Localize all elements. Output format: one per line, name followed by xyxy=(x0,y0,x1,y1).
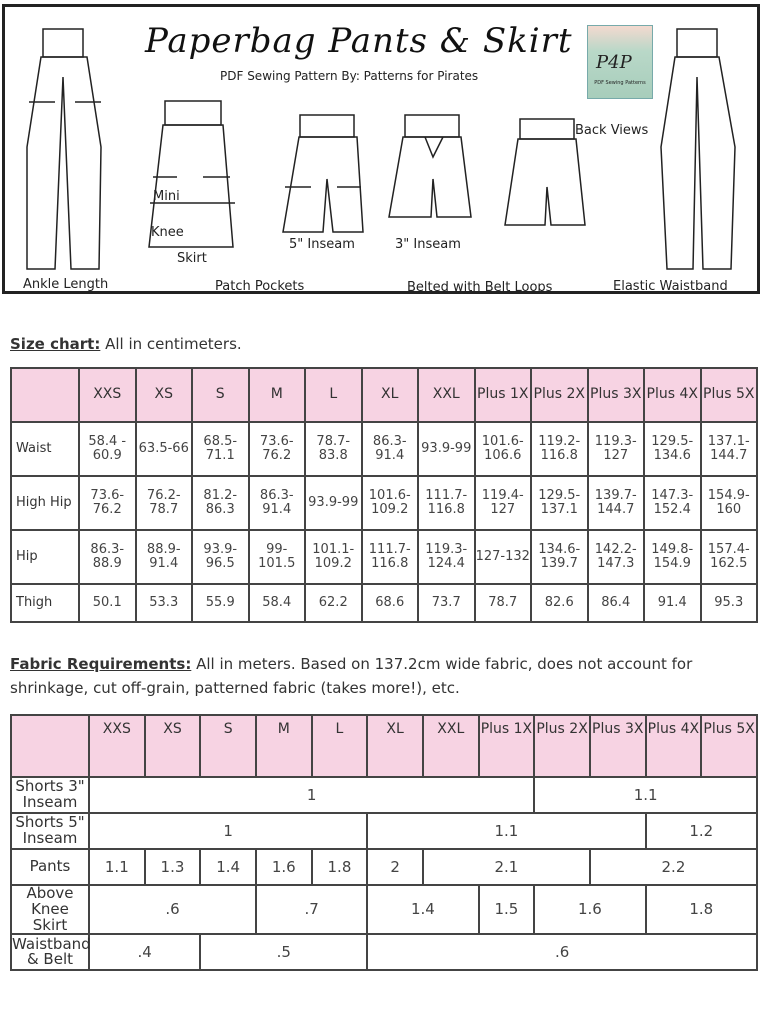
fabric-note: All in meters. Based on 137.2cm wide fabric, does not account for shrinkage, cut off-grain, patterned fabric (takes more!), etc. xyxy=(10,655,693,697)
size-header-cell: XS xyxy=(136,368,193,422)
fabric-cell: .7 xyxy=(256,885,367,934)
fabric-row-label: Pants xyxy=(11,849,89,885)
fabric-cell: 2 xyxy=(367,849,423,885)
fabric-row xyxy=(11,885,757,934)
size-cell: 154.9-160 xyxy=(701,476,758,530)
fabric-cell: .4 xyxy=(89,934,200,970)
size-cell: 53.3 xyxy=(136,584,193,622)
fabric-cell: 1.4 xyxy=(200,849,256,885)
back-view-shorts-drawing xyxy=(505,119,585,225)
size-cell: 129.5-134.6 xyxy=(644,422,701,476)
size-chart-note: All in centimeters. xyxy=(105,335,242,353)
fabric-header-cell: S xyxy=(200,715,256,777)
size-header-cell: XXL xyxy=(418,368,475,422)
shorts-3-inch-drawing xyxy=(389,115,471,217)
size-cell: 73.6-76.2 xyxy=(79,476,136,530)
size-cell: 86.3-88.9 xyxy=(79,530,136,584)
size-row-label: Thigh xyxy=(11,584,79,622)
size-chart-table xyxy=(10,367,758,623)
fabric-row-label: Shorts 5" Inseam xyxy=(11,813,89,849)
label-elastic-waistband: Elastic Waistband xyxy=(613,279,728,294)
fabric-cell: 1.1 xyxy=(367,813,645,849)
pattern-title: Paperbag Pants & Skirt xyxy=(145,21,573,61)
size-cell: 81.2-86.3 xyxy=(192,476,249,530)
size-cell: 91.4 xyxy=(644,584,701,622)
fabric-header-cell: Plus 2X xyxy=(534,715,590,777)
size-cell: 99-101.5 xyxy=(249,530,306,584)
size-cell: 78.7 xyxy=(475,584,532,622)
fabric-header-corner xyxy=(11,715,89,777)
size-cell: 93.9-96.5 xyxy=(192,530,249,584)
size-header-cell: Plus 1X xyxy=(475,368,532,422)
fabric-cell: 1.8 xyxy=(646,885,757,934)
label-patch-pockets: Patch Pockets xyxy=(215,279,305,294)
size-cell: 93.9-99 xyxy=(305,476,362,530)
size-cell: 88.9-91.4 xyxy=(136,530,193,584)
size-cell: 50.1 xyxy=(79,584,136,622)
size-cell: 147.3-152.4 xyxy=(644,476,701,530)
fabric-header-cell: XS xyxy=(145,715,201,777)
size-cell: 78.7-83.8 xyxy=(305,422,362,476)
size-cell: 82.6 xyxy=(531,584,588,622)
size-header-cell: Plus 2X xyxy=(531,368,588,422)
size-cell: 119.4-127 xyxy=(475,476,532,530)
size-cell: 101.6-109.2 xyxy=(362,476,419,530)
logo-subtext: PDF Sewing Patterns xyxy=(594,80,646,86)
shorts-5-inch-drawing xyxy=(283,115,363,232)
fabric-cell: 1 xyxy=(89,777,534,813)
size-cell: 95.3 xyxy=(701,584,758,622)
fabric-row-label: Shorts 3" Inseam xyxy=(11,777,89,813)
fabric-cell: 2.2 xyxy=(590,849,757,885)
size-cell: 149.8-154.9 xyxy=(644,530,701,584)
size-header-cell: S xyxy=(192,368,249,422)
fabric-cell: 1 xyxy=(89,813,367,849)
size-cell: 62.2 xyxy=(305,584,362,622)
size-header-cell: Plus 3X xyxy=(588,368,645,422)
size-header-cell: M xyxy=(249,368,306,422)
label-3-inch-inseam: 3" Inseam xyxy=(395,237,461,252)
label-5-inch-inseam: 5" Inseam xyxy=(289,237,355,252)
fabric-header-cell: M xyxy=(256,715,312,777)
size-cell: 58.4 xyxy=(249,584,306,622)
size-cell: 63.5-66 xyxy=(136,422,193,476)
label-mini: Mini xyxy=(153,189,180,204)
size-cell: 111.7-116.8 xyxy=(362,530,419,584)
fabric-cell: 1.1 xyxy=(89,849,145,885)
size-cell: 139.7-144.7 xyxy=(588,476,645,530)
fabric-cell: .6 xyxy=(367,934,757,970)
pattern-subtitle: PDF Sewing Pattern By: Patterns for Pirates xyxy=(220,69,479,83)
fabric-header-cell: XXS xyxy=(89,715,145,777)
size-cell: 157.4-162.5 xyxy=(701,530,758,584)
fabric-cell: 1.1 xyxy=(534,777,757,813)
size-cell: 129.5-137.1 xyxy=(531,476,588,530)
label-skirt: Skirt xyxy=(177,251,207,266)
size-cell: 86.4 xyxy=(588,584,645,622)
size-header-cell: Plus 4X xyxy=(644,368,701,422)
size-cell: 119.2-116.8 xyxy=(531,422,588,476)
size-chart-heading xyxy=(10,335,242,353)
fabric-cell: 1.2 xyxy=(646,813,757,849)
label-knee: Knee xyxy=(151,225,184,240)
fabric-header-row xyxy=(11,715,757,777)
size-row-label: Hip xyxy=(11,530,79,584)
fabric-header-cell: Plus 4X xyxy=(646,715,702,777)
size-row-label: High Hip xyxy=(11,476,79,530)
fabric-cell: 1.3 xyxy=(145,849,201,885)
size-cell: 142.2-147.3 xyxy=(588,530,645,584)
size-cell: 101.1-109.2 xyxy=(305,530,362,584)
size-header-cell: L xyxy=(305,368,362,422)
fabric-row xyxy=(11,849,757,885)
ankle-pants-drawing xyxy=(27,29,101,269)
fabric-header-cell: Plus 5X xyxy=(701,715,757,777)
fabric-header-cell: Plus 3X xyxy=(590,715,646,777)
fabric-row-label: Above Knee Skirt xyxy=(11,885,89,934)
size-header-cell: XL xyxy=(362,368,419,422)
size-cell: 58.4 - 60.9 xyxy=(79,422,136,476)
size-cell: 73.7 xyxy=(418,584,475,622)
size-cell: 111.7-116.8 xyxy=(418,476,475,530)
fabric-row xyxy=(11,777,757,813)
fabric-row xyxy=(11,934,757,970)
size-cell: 137.1-144.7 xyxy=(701,422,758,476)
size-header-cell: XXS xyxy=(79,368,136,422)
size-row xyxy=(11,530,757,584)
size-cell: 127-132 xyxy=(475,530,532,584)
label-back-views: Back Views xyxy=(575,123,649,138)
size-cell: 119.3-124.4 xyxy=(418,530,475,584)
size-cell: 101.6-106.6 xyxy=(475,422,532,476)
size-cell: 134.6-139.7 xyxy=(531,530,588,584)
fabric-cell: 2.1 xyxy=(423,849,590,885)
size-cell: 86.3-91.4 xyxy=(249,476,306,530)
size-cell: 73.6-76.2 xyxy=(249,422,306,476)
size-cell: 93.9-99 xyxy=(418,422,475,476)
fabric-header-cell: XXL xyxy=(423,715,479,777)
size-cell: 55.9 xyxy=(192,584,249,622)
fabric-header-cell: L xyxy=(312,715,368,777)
logo-mark: P4P xyxy=(596,52,632,73)
fabric-requirements-table xyxy=(10,714,758,971)
fabric-row-label: Waistband & Belt xyxy=(12,934,91,969)
fabric-cell: .5 xyxy=(200,934,367,970)
label-belted: Belted with Belt Loops xyxy=(407,280,553,295)
label-ankle-length: Ankle Length xyxy=(23,277,109,292)
size-cell: 86.3-91.4 xyxy=(362,422,419,476)
fabric-header-cell: Plus 1X xyxy=(479,715,535,777)
size-row xyxy=(11,422,757,476)
fabric-header-cell: XL xyxy=(367,715,423,777)
size-row xyxy=(11,584,757,622)
size-cell: 76.2-78.7 xyxy=(136,476,193,530)
size-chart-title: Size chart: xyxy=(10,335,101,353)
fabric-cell: 1.8 xyxy=(312,849,368,885)
fabric-cell: 1.4 xyxy=(367,885,478,934)
fabric-cell: .6 xyxy=(89,885,256,934)
pattern-banner xyxy=(2,4,760,294)
size-header-corner xyxy=(11,368,79,422)
size-cell: 68.6 xyxy=(362,584,419,622)
size-row xyxy=(11,476,757,530)
brand-logo xyxy=(587,25,653,99)
fabric-heading xyxy=(10,652,750,700)
fabric-cell: 1.6 xyxy=(256,849,312,885)
fabric-title: Fabric Requirements: xyxy=(10,655,192,673)
elastic-pants-drawing xyxy=(661,29,735,269)
fabric-cell: 1.6 xyxy=(534,885,645,934)
size-header-row xyxy=(11,368,757,422)
fabric-cell: 1.5 xyxy=(479,885,535,934)
size-row-label: Waist xyxy=(11,422,79,476)
fabric-row xyxy=(11,813,757,849)
size-header-cell: Plus 5X xyxy=(701,368,758,422)
size-cell: 68.5-71.1 xyxy=(192,422,249,476)
size-cell: 119.3-127 xyxy=(588,422,645,476)
